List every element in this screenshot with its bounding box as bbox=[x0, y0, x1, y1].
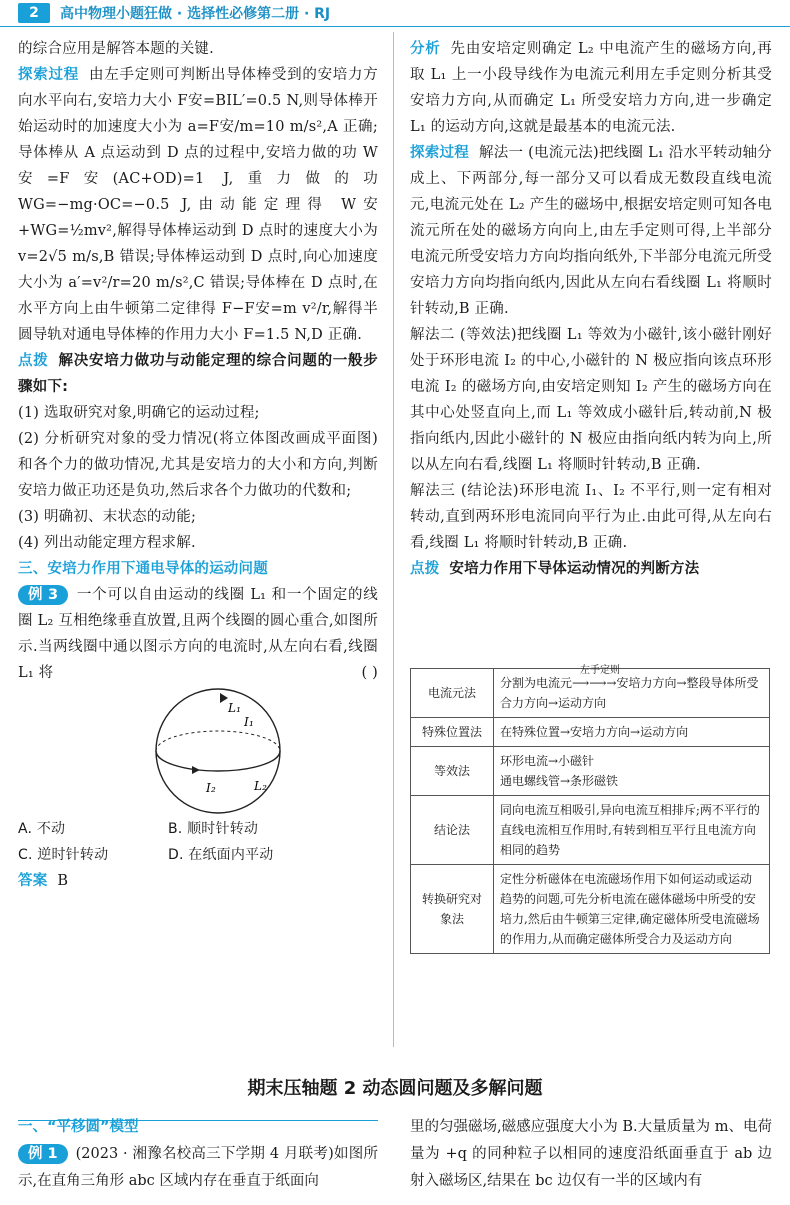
table-row bbox=[411, 865, 770, 954]
row-header: 转换研究对象法 bbox=[411, 865, 494, 954]
coil-figure bbox=[18, 686, 378, 816]
running-title: 高中物理小题狂做 · 选择性必修第二册 · RJ bbox=[60, 6, 331, 22]
bottom-right bbox=[410, 1114, 772, 1195]
tip-text: 解决安培力做功与动能定理的综合问题的一般步骤如下: bbox=[18, 353, 378, 395]
label-l1: L₁ bbox=[228, 701, 242, 715]
bottom-example bbox=[18, 1141, 378, 1195]
row-content: 环形电流→小磁针 通电螺线管→条形磁铁 bbox=[494, 747, 770, 796]
bottom-section-heading: 一、“平移圆”模型 bbox=[18, 1119, 139, 1135]
label-l2: L₂ bbox=[254, 779, 268, 793]
option-d: D. 在纸面内平动 bbox=[168, 847, 274, 863]
answer-line bbox=[18, 868, 378, 894]
answer-value: B bbox=[57, 873, 69, 889]
row-content: 定性分析磁体在电流磁场作用下如何运动或运动趋势的问题,可先分析电流在磁体磁场中所受的安培力,然后由牛顿第三定律,确定磁体所受电流磁场的作用力,从而确定磁体所受合力及运动方向 bbox=[494, 865, 770, 954]
tip-right bbox=[410, 556, 772, 582]
bottom-example-badge: 例 1 bbox=[18, 1144, 68, 1164]
explore-paragraph bbox=[18, 62, 378, 348]
explore-label-right: 探索过程 bbox=[410, 145, 470, 161]
example-badge: 例 3 bbox=[18, 585, 68, 605]
method-3: 解法三 (结论法)环形电流 I₁、I₂ 不平行,则一定有相对转动,直到两环形电流同向平行为止.由此可得,从左向右看,线圈 L₁ 将顺时针转动,B 正确. bbox=[410, 483, 772, 551]
tip-right-text: 安培力作用下导体运动情况的判断方法 bbox=[449, 561, 700, 577]
step-1: (1) 选取研究对象,明确它的运动过程; bbox=[18, 405, 260, 421]
option-c: C. 逆时针转动 bbox=[18, 847, 109, 863]
method-2: 解法二 (等效法)把线圈 L₁ 等效为小磁针,该小磁针刚好处于环形电流 I₂ 的中心,小磁针的 N 极应指向该点环形电流 I₂ 的磁场方向,由安培定则知 I₂ 产生的磁场方向在其中心处竖直向上,而 L₁ 等效成小磁针后,转动前,N 极指向纸内,因此小磁针的 N 极应由指向纸内转为向上,所以从左向右看,线圈 L₁ 将顺时针转动,B 正确. bbox=[410, 327, 772, 473]
answer-label: 答案 bbox=[18, 873, 48, 889]
tip-label: 点拨 bbox=[18, 353, 49, 369]
example-3 bbox=[18, 582, 378, 686]
method-1-text: 解法一 (电流元法)把线圈 L₁ 沿水平转动轴分成上、下两部分,每一部分又可以看成无数段直线电流元,电流元处在 L₂ 产生的磁场中,根据安培定则可知各电流元所在处的磁场方向向上,由左手定则可得,上半部分电流元所受安培力方向均指向纸外,下半部分电流元所受安培力方向均指向纸内,因此从左向右看线圈 L₁ 将顺时针转动,B 正确. bbox=[410, 145, 772, 317]
bottom-left bbox=[18, 1114, 378, 1195]
page-number: 2 bbox=[18, 3, 50, 23]
left-column bbox=[18, 36, 378, 894]
step-2: (2) 分析研究对象的受力情况(将立体图改画成平面图)和各个力的做功情况,尤其是安培力的大小和方向,判断安培力做正功还是负功,然后求各个力做功的代数和; bbox=[18, 431, 378, 499]
column-divider bbox=[393, 32, 394, 1047]
analysis-paragraph bbox=[410, 36, 772, 140]
tip-paragraph bbox=[18, 348, 378, 400]
table-row bbox=[411, 669, 770, 718]
row-header: 等效法 bbox=[411, 747, 494, 796]
row-header: 特殊位置法 bbox=[411, 718, 494, 747]
section-3-heading: 三、安培力作用下通电导体的运动问题 bbox=[18, 561, 268, 577]
label-i1: I₁ bbox=[244, 715, 254, 729]
row-content: 分割为电流元 左手定则 ⟶⟶→安培力方向→整段导体所受合力方向→运动方向 bbox=[494, 669, 770, 718]
options bbox=[18, 816, 378, 868]
tip-label-right: 点拨 bbox=[410, 561, 440, 577]
right-column bbox=[410, 36, 772, 582]
answer-blank: ( ) bbox=[361, 665, 378, 681]
option-a: A. 不动 bbox=[18, 821, 66, 837]
explore-text: 由左手定则可判断出导体棒受到的安培力方向水平向右,安培力大小 F安=BIL′=0.5 N,则导体棒开始运动时的加速度大小为 a=F安/m=10 m/s²,A 正确;导体棒从 A 点运动到 D 点的过程中,安培力做的功 W安=F安(AC+OD)=1 J,重力做的功 WG=−mg·OC=−0.5 J,由动能定理得 W安+WG=½mv²,解得导体棒运动到 D 点时的速度大小为 v=2√5 m/s,B 错误;导体棒运动到 D 点时,向心加速度大小为 a′=v²/r=20 m/s²,C 错误;导体棒在 D 点时,在水平方向上由牛顿第二定律得 F−F安=m v²/r,解得半圆导轨对通电导体棒的作用力大小 F=1.5 N,D 正确. bbox=[18, 67, 378, 343]
page-header bbox=[0, 0, 790, 27]
chapter-title: 期末压轴题 2 动态圆问题及多解问题 bbox=[247, 1078, 543, 1099]
option-b: B. 顺时针转动 bbox=[168, 821, 259, 837]
table-row bbox=[411, 718, 770, 747]
row-header: 电流元法 bbox=[411, 669, 494, 718]
label-i2: I₂ bbox=[206, 781, 216, 795]
bottom-right-text: 里的匀强磁场,磁感应强度大小为 B.大量质量为 m、电荷量为 +q 的同种粒子以相同的速度沿纸面垂直于 ab 边射入磁场区,结果在 bc 边仅有一半的区域内有 bbox=[410, 1119, 772, 1189]
analysis-label: 分析 bbox=[410, 41, 441, 57]
bottom-example-text: (2023 · 湘豫名校高三下学期 4 月联考)如图所示,在直角三角形 abc 区域内存在垂直于纸面向 bbox=[18, 1146, 378, 1189]
step-3: (3) 明确初、末状态的动能; bbox=[18, 509, 197, 525]
row-header: 结论法 bbox=[411, 796, 494, 865]
step-4: (4) 列出动能定理方程求解. bbox=[18, 535, 196, 551]
example-text: 一个可以自由运动的线圈 L₁ 和一个固定的线圈 L₂ 互相绝缘垂直放置,且两个线圈的圆心重合,如图所示.当两线圈中通以图示方向的电流时,从左向右看,线圈 L₁ 将 bbox=[18, 587, 378, 681]
analysis-text: 先由安培定则确定 L₂ 中电流产生的磁场方向,再取 L₁ 上一小段导线作为电流元利用左手定则分析其受安培力方向,从而确定 L₁ 所受安培力方向,进一步确定 L₁ 的运动方向,这就是最基本的电流元法. bbox=[410, 41, 772, 135]
method-1 bbox=[410, 140, 772, 322]
table-row bbox=[411, 747, 770, 796]
table-row bbox=[411, 796, 770, 865]
methods-table bbox=[410, 665, 770, 954]
row-content: 在特殊位置→安培力方向→运动方向 bbox=[494, 718, 770, 747]
row-content: 同向电流互相吸引,异向电流互相排斥;两不平行的直线电流相互作用时,有转到相互平行且电流方向相同的趋势 bbox=[494, 796, 770, 865]
explore-label: 探索过程 bbox=[18, 67, 79, 83]
intro-text: 的综合应用是解答本题的关键. bbox=[18, 41, 214, 57]
